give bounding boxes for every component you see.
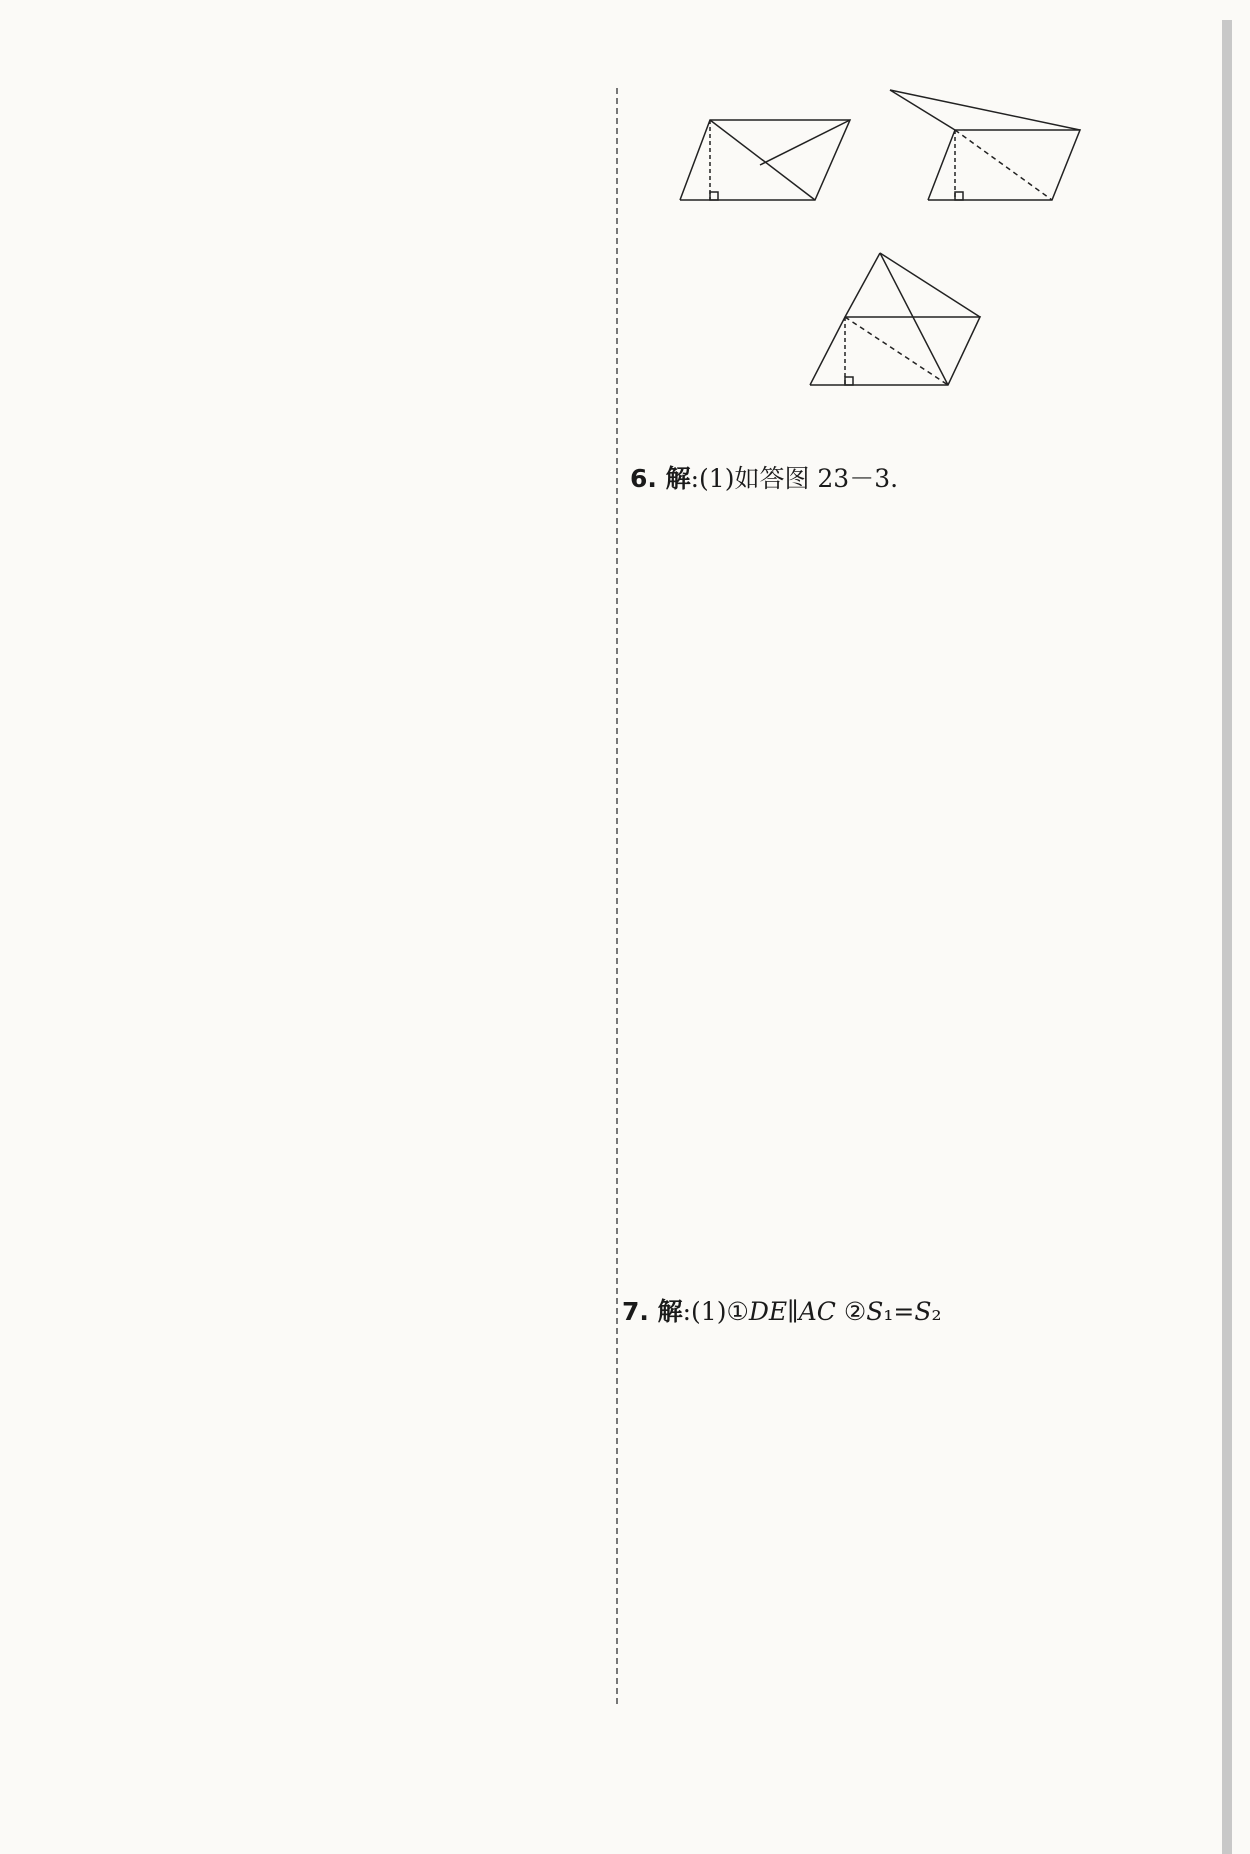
- grid-23-4-b: [772, 806, 977, 1011]
- grid-23-4-c: [665, 1024, 870, 1229]
- figure-23-2-a: [640, 80, 860, 240]
- figure-23-2-c: [780, 245, 1020, 420]
- q6-line: 6. 解:(1)如答图 23－3.: [630, 464, 899, 493]
- figure-23-2-b: [880, 80, 1220, 240]
- grid-23-4-a: [565, 806, 770, 1011]
- q7-line1: 7. 解:(1)①DE∥AC ②S₁=S₂: [622, 1297, 942, 1326]
- grid-23-3: [665, 500, 870, 705]
- page-edge-shadow: [1222, 20, 1232, 1854]
